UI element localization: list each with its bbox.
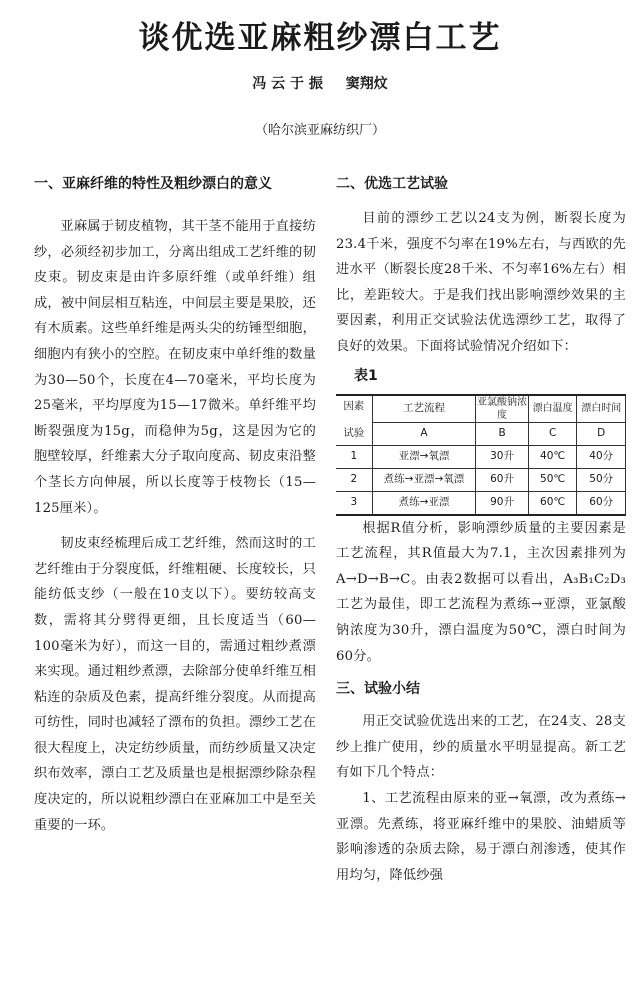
cell-a: 煮练→亚漂: [372, 491, 476, 515]
paragraph: 根据R值分析，影响漂纱质量的主要因素是工艺流程，其R值最大为7.1，主次因素排列为A→D→B→C。由表2数据可以看出，A₃B₁C₂D₃工艺为最佳，即工艺流程为煮练→亚漂，亚氯酸钠浓度为30升，漂白温度为50℃，漂白时间为60分。: [336, 520, 626, 664]
paragraph: 用正交试验优选出来的工艺，在24支、28支纱上推广使用，纱的质量水平明显提高。新工艺有如下几个特点：: [336, 714, 626, 781]
section-heading-2: 二、优选工艺试验: [336, 176, 448, 192]
header-factor: 因素: [343, 400, 365, 413]
cell-d: 40分: [577, 445, 626, 468]
table-label: 表1: [354, 367, 378, 384]
header-temp: 漂白温度: [528, 395, 577, 423]
table-row: [336, 468, 626, 491]
table-row: [336, 445, 626, 468]
author-group-2: 窦翔炆: [345, 76, 388, 92]
paragraph: 亚麻属于韧皮植物，其干茎不能用于直接纺纱，必须经初步加工，分离出组成工艺纤维的韧皮束。韧皮束是由许多原纤维（或单纤维）组成，被中间层相互粘连，中间层主要是果胶，还有木质素。这些单纤维是两头尖的纺锤型细胞，细胞内有狭小的空腔。在韧皮束中单纤维的数量为30—50个，长度在4—70毫米，平均长度为25毫米，平均厚度为15—17微米。单纤维平均断裂强度为15g，而稳伸为5g，这是因为它的胞壁较厚，纤维素大分子取向度高、韧皮束沿整个茎长方向伸展，所以长度等于枝物长（15—125厘米）。: [34, 219, 316, 516]
row-no: 1: [336, 445, 372, 468]
right-column: [336, 172, 626, 888]
header-trial: 试验: [343, 427, 365, 440]
row-no: 3: [336, 491, 372, 515]
cell-c: 60℃: [528, 491, 577, 515]
cell-d: 60分: [577, 491, 626, 515]
code-b: B: [476, 422, 528, 445]
header-time: 漂白时间: [577, 395, 626, 423]
affiliation: （哈尔滨亚麻纺织厂）: [254, 123, 385, 138]
author-group-1: 冯 云 于 振: [252, 76, 323, 92]
table-corner-cell: [336, 395, 372, 446]
header-chem: 亚氯酸钠浓度: [477, 396, 528, 421]
factor-table: [336, 394, 626, 516]
section-heading-1: 一、亚麻纤维的特性及粗纱漂白的意义: [34, 176, 272, 192]
code-d: D: [577, 422, 626, 445]
cell-d: 50分: [577, 468, 626, 491]
row-no: 2: [336, 468, 372, 491]
cell-c: 50℃: [528, 468, 577, 491]
paragraph: 1、工艺流程由原来的亚→氧漂，改为煮练→亚漂。先煮练，将亚麻纤维中的果胶、油蜡质等影响渗透的杂质去除，易于漂白剂渗透，使其作用均匀，降低纱强: [336, 790, 626, 883]
cell-b: 60升: [476, 468, 528, 491]
section-heading-3: 三、试验小结: [336, 681, 420, 698]
code-c: C: [528, 422, 577, 445]
paragraph: 目前的漂纱工艺以24支为例，断裂长度为23.4千米，强度不匀率在19%左右，与西欧的先进水平（断裂长度28千米、不匀率16%左右）相比，差距较大。于是我们找出影响漂纱效果的主要因素，利用正交试验法优选漂纱工艺，取得了良好的效果。下面将试验情况介绍如下：: [336, 211, 626, 354]
table-row: [336, 491, 626, 515]
header-process: 工艺流程: [372, 395, 476, 423]
cell-c: 40℃: [528, 445, 577, 468]
cell-a: 煮练→亚漂→氧漂: [372, 468, 476, 491]
cell-b: 90升: [476, 491, 528, 515]
authors: [0, 73, 640, 93]
code-a: A: [372, 422, 476, 445]
cell-a: 亚漂→氧漂: [372, 445, 476, 468]
paper-title: 谈优选亚麻粗纱漂白工艺: [138, 20, 502, 56]
left-column: [34, 172, 316, 838]
cell-b: 30升: [476, 445, 528, 468]
paragraph: 韧皮束经梳理后成工艺纤维，然而这时的工艺纤维由于分裂度低，纤维粗硬、长度较长，只能纺低支纱（一般在10支以下）。要纺较高支数，需将其分劈得更细，且长度适当（60—100毫米为好），而这一目的，需通过粗纱煮漂来实现。通过粗纱煮漂，去除部分使单纤维互相粘连的杂质及色素，提高纤维分裂度。从而提高可纺性，同时也减轻了漂布的负担。漂纱工艺在很大程度上，决定纺纱质量，而纺纱质量又决定织布效率，漂白工艺及质量也是根据漂纱除杂程度决定的，所以说粗纱漂白在亚麻加工中是至关重要的一环。: [34, 536, 316, 833]
